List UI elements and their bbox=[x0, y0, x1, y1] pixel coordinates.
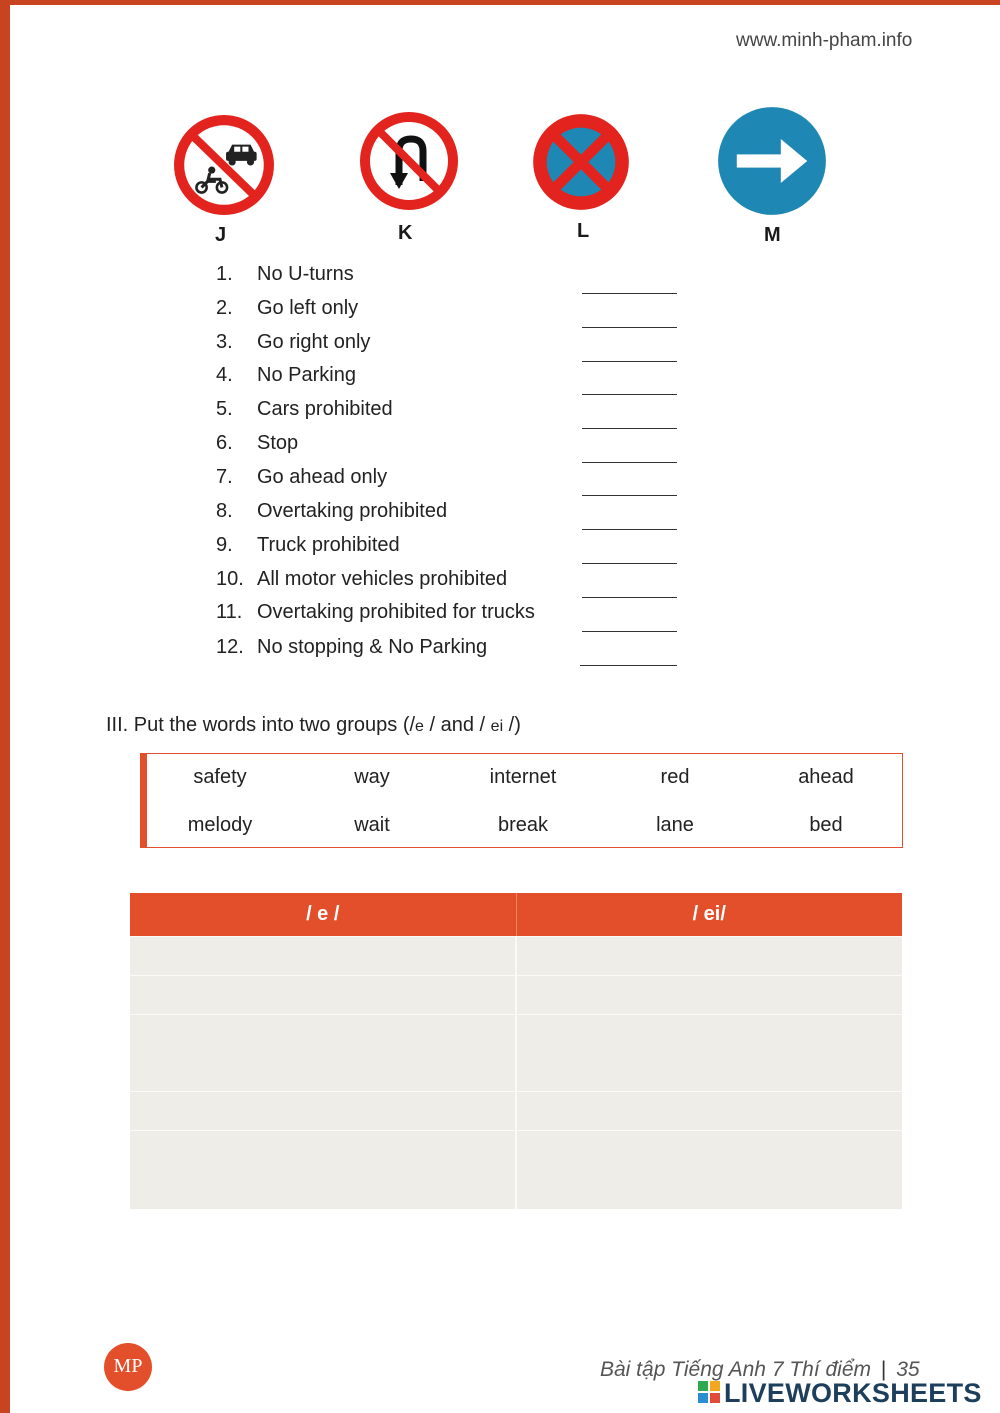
top-border bbox=[0, 0, 1000, 5]
answer-line[interactable] bbox=[582, 293, 677, 294]
word-item[interactable]: break bbox=[497, 814, 549, 836]
answer-cell-e[interactable] bbox=[130, 937, 515, 975]
word-item[interactable]: bed bbox=[809, 814, 843, 836]
question-item: 6. Stop bbox=[216, 432, 299, 454]
answer-line[interactable] bbox=[582, 597, 677, 598]
answer-line[interactable] bbox=[582, 428, 677, 429]
section-heading: III. Put the words into two groups (/e / and / ei /) bbox=[106, 714, 521, 736]
question-item: 7. Go ahead only bbox=[216, 466, 388, 488]
liveworksheets-text: LIVEWORKSHEETS bbox=[724, 1377, 982, 1408]
left-border bbox=[0, 0, 10, 1413]
no-u-turn-sign-icon bbox=[359, 110, 459, 212]
question-item: 11. Overtaking prohibited for trucks bbox=[216, 601, 535, 623]
answer-cell-e[interactable] bbox=[130, 1092, 515, 1130]
question-item: 1. No U-turns bbox=[216, 263, 354, 285]
sign-letter-m: M bbox=[764, 224, 781, 246]
answer-cell-ei[interactable] bbox=[515, 1092, 902, 1130]
table-row bbox=[130, 1130, 902, 1209]
site-url: www.minh-pham.info bbox=[736, 30, 913, 51]
liveworksheets-logo-icon bbox=[698, 1381, 720, 1405]
word-item[interactable]: melody bbox=[187, 814, 253, 836]
question-item: 8. Overtaking prohibited bbox=[216, 500, 448, 522]
question-item: 12. No stopping & No Parking bbox=[216, 636, 488, 658]
no-motorcycles-and-cars-sign-icon bbox=[173, 114, 275, 216]
table-row bbox=[130, 1091, 902, 1130]
table-row bbox=[130, 975, 902, 1014]
sign-letter-l: L bbox=[577, 220, 590, 242]
sign-letter-k: K bbox=[398, 222, 413, 244]
question-item: 10. All motor vehicles prohibited bbox=[216, 568, 508, 590]
question-item: 2. Go left only bbox=[216, 297, 359, 319]
answer-cell-ei[interactable] bbox=[515, 937, 902, 975]
column-header-ei: / ei/ bbox=[516, 893, 903, 936]
word-box bbox=[140, 753, 903, 848]
answer-line[interactable] bbox=[582, 563, 677, 564]
answer-line[interactable] bbox=[582, 495, 677, 496]
table-header bbox=[130, 893, 902, 936]
liveworksheets-brand bbox=[698, 1378, 982, 1408]
column-header-e: / e / bbox=[306, 903, 340, 925]
grouping-table bbox=[130, 893, 902, 1209]
question-item: 3. Go right only bbox=[216, 331, 371, 353]
answer-cell-e[interactable] bbox=[130, 1015, 515, 1091]
question-item: 5. Cars prohibited bbox=[216, 398, 393, 420]
no-stopping-no-parking-sign-icon bbox=[529, 110, 633, 214]
word-item[interactable]: lane bbox=[656, 814, 694, 836]
answer-line[interactable] bbox=[582, 394, 677, 395]
word-item[interactable]: internet bbox=[489, 766, 557, 788]
word-item[interactable]: way bbox=[354, 766, 390, 788]
answer-line[interactable] bbox=[580, 665, 677, 666]
sign-letter-j: J bbox=[215, 224, 227, 246]
word-item[interactable]: wait bbox=[354, 814, 390, 836]
answer-line[interactable] bbox=[582, 529, 677, 530]
mp-logo: MP bbox=[104, 1343, 152, 1391]
answer-cell-ei[interactable] bbox=[515, 1131, 902, 1209]
answer-cell-ei[interactable] bbox=[515, 1015, 902, 1091]
word-item[interactable]: ahead bbox=[798, 766, 854, 788]
answer-cell-ei[interactable] bbox=[515, 976, 902, 1014]
table-row bbox=[130, 1014, 902, 1091]
answer-cell-e[interactable] bbox=[130, 976, 515, 1014]
question-item: 4. No Parking bbox=[216, 364, 356, 386]
word-item[interactable]: safety bbox=[193, 766, 247, 788]
footer-title: Bài tập Tiếng Anh 7 Thí điểm | 35 bbox=[600, 1358, 920, 1381]
answer-line[interactable] bbox=[582, 361, 677, 362]
answer-line[interactable] bbox=[582, 327, 677, 328]
table-row bbox=[130, 936, 902, 975]
turn-right-arrow-sign-icon bbox=[717, 106, 827, 216]
answer-line[interactable] bbox=[582, 462, 677, 463]
word-item[interactable]: red bbox=[660, 766, 690, 788]
answer-line[interactable] bbox=[582, 631, 677, 632]
question-item: 9. Truck prohibited bbox=[216, 534, 400, 556]
answer-cell-e[interactable] bbox=[130, 1131, 515, 1209]
